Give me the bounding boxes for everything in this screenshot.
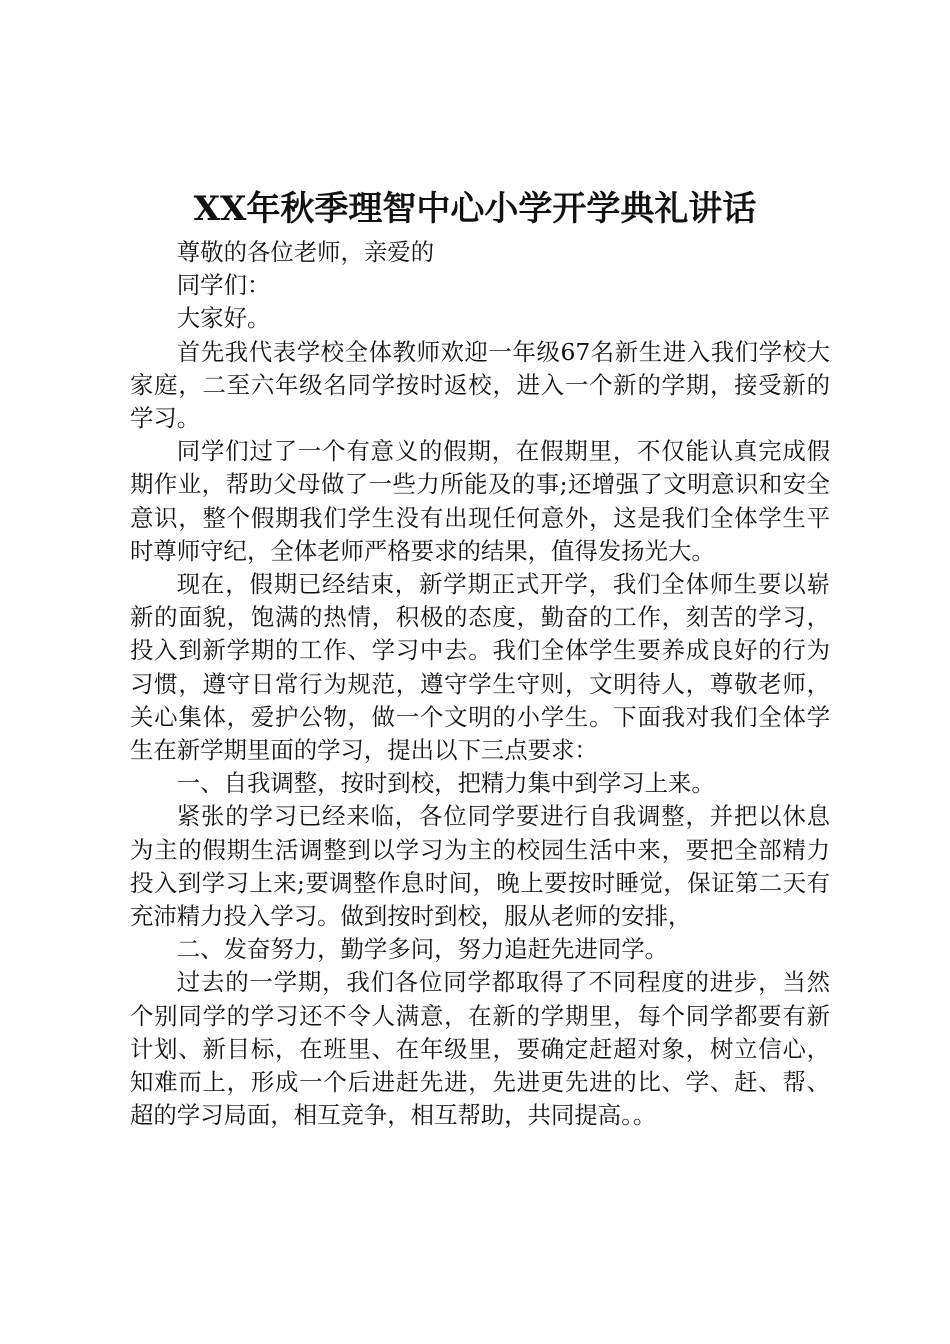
paragraph-holiday: 同学们过了一个有意义的假期，在假期里，不仅能认真完成假期作业，帮助父母做了一些力所能及的事;还增强了文明意识和安全意识，整个假期我们学生没有出现任何意外，这是我们全体学生平时尊师守纪，全体老师严格要求的结果，值得发扬光大。 [130, 437, 830, 565]
document-body [130, 236, 830, 1132]
requirement-1-heading: 一、自我调整，按时到校，把精力集中到学习上来。 [176, 769, 715, 798]
paragraph-welcome: 首先我代表学校全体教师欢迎一年级67名新生进入我们学校大家庭，二至六年级名同学按时返校，进入一个新的学期，接受新的学习。 [130, 337, 830, 433]
requirement-2-body: 过去的一学期，我们各位同学都取得了不同程度的进步，当然个别同学的学习还不令人满意，在新的学期里，每个同学都要有新计划、新目标，在班里、在年级里，要确定赶超对象，树立信心，知难而上，形成一个后进赶先进，先进更先进的比、学、赶、帮、超的学习局面，相互竞争，相互帮助，共同提高。。 [130, 968, 830, 1130]
paragraph-new-semester: 现在，假期已经结束，新学期正式开学，我们全体师生要以崭新的面貌，饱满的热情，积极的态度，勤奋的工作，刻苦的学习，投入到新学期的工作、学习中去。我们全体学生要养成良好的行为习惯，遵守日常行为规范，遵守学生守则，文明待人，尊敬老师，关心集体，爱护公物，做一个文明的小学生。下面我对我们全体学生在新学期里面的学习，提出以下三点要求： [130, 570, 830, 765]
requirement-2-heading: 二、发奋努力，勤学多问，努力追赶先进同学。 [176, 935, 668, 964]
paragraph-greeting: 大家好。 [176, 304, 271, 333]
paragraph-salutation-cont: 同学们： [176, 271, 271, 300]
paragraph-salutation: 尊敬的各位老师，亲爱的 [176, 238, 435, 266]
document-title: XX年秋季理智中心小学开学典礼讲话 [193, 189, 757, 229]
requirement-1-body: 紧张的学习已经来临，各位同学要进行自我调整，并把以休息为主的假期生活调整到以学习为主的校园生活中来，要把全部精力投入到学习上来;要调整作息时间，晚上要按时睡觉，保证第二天有充沛精力投入学习。做到按时到校，服从老师的安排， [130, 802, 830, 931]
